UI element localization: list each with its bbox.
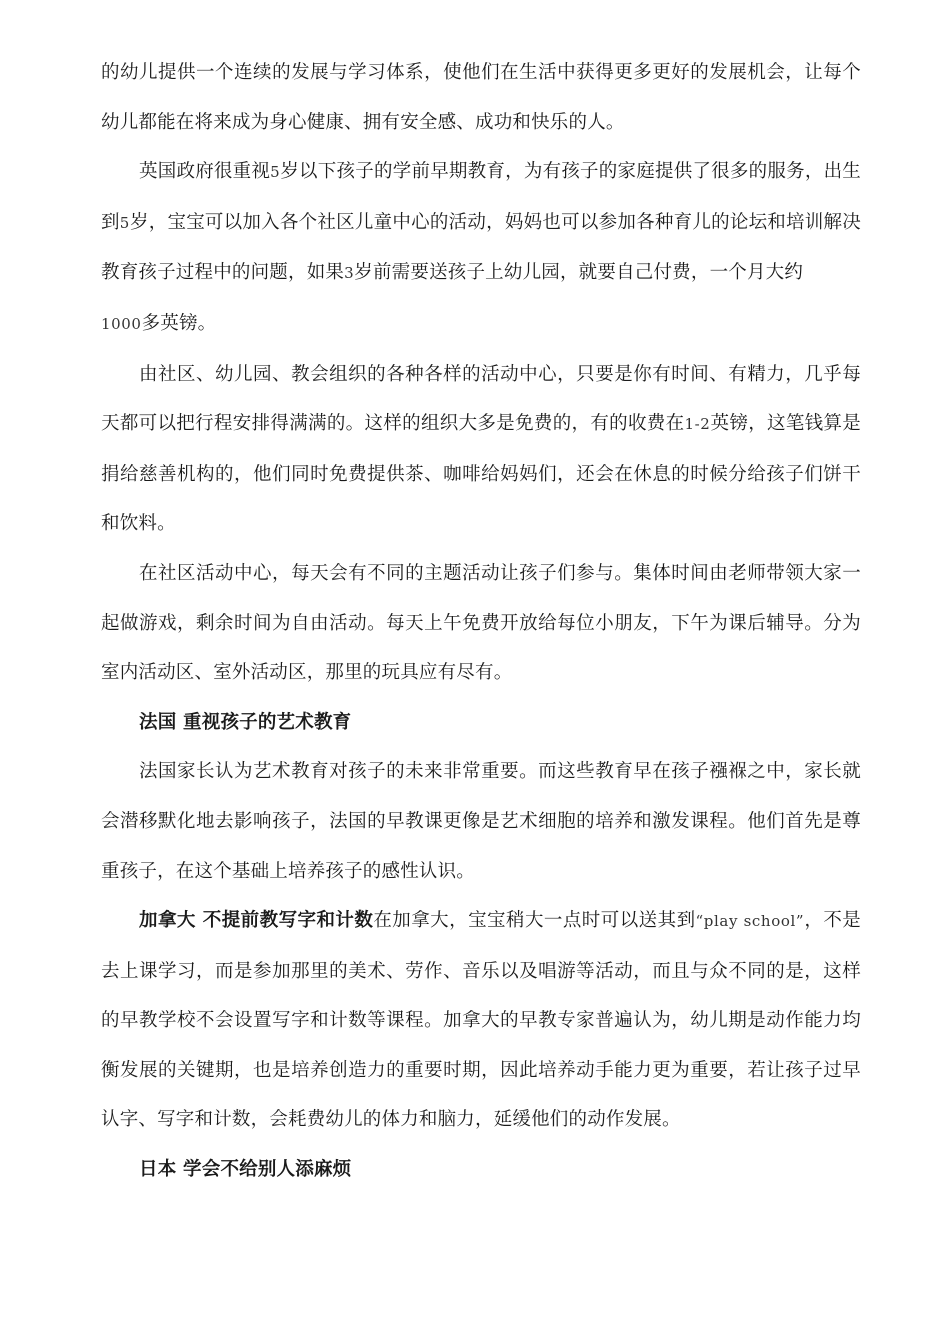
paragraph-text: 在社区活动中心，每天会有不同的主题活动让孩子们参与。集体时间由老师带领大家一起做游戏，剩余时间为自由活动。每天上午免费开放给每位小朋友，下午为课后辅导。分为室内活动区、室外活动区，那里的玩具应有尽有。 [101,562,861,684]
text-run: 由社区、幼儿园、教会组织的各种各样的活动中心，只要是你有时间、有精力，几乎每天都可以把行程安排得满满的。这样的组织大多是免费的，有的收费在 [101,363,861,435]
text-run: 英国政府很重视 [139,161,271,183]
latin-run: “play school” [695,912,805,931]
heading-text: 日本 学会不给别人添麻烦 [139,1159,352,1181]
paragraph-canada [101,896,861,1145]
paragraph-text: 法国家长认为艺术教育对孩子的未来非常重要。而这些教育早在孩子襁褓之中，家长就会潜移默化地去影响孩子，法国的早教课更像是艺术细胞的培养和激发课程。他们首先是尊重孩子，在这个基础上培养孩子的感性认识。 [101,761,861,882]
text-run: 在加拿大，宝宝稍大一点时可以送其到 [373,910,696,932]
heading-france [101,698,861,748]
number-run: 5 [270,163,281,182]
text-run: 岁前需要送孩子上幼儿园，就要自己付费，一个月大约 [354,262,804,284]
paragraph-activity-centers [101,350,861,549]
number-run: 1-2 [684,415,711,434]
text-run: 岁以下孩子的学前早期教育，为有孩子的家庭提供了很多的服务，出生到 [101,161,862,233]
paragraph-continuation [101,48,861,147]
document-page [101,48,861,1195]
paragraph-france [101,747,861,896]
heading-japan [101,1145,861,1195]
heading-text: 法国 重视孩子的艺术教育 [139,711,352,733]
paragraph-community-center [101,549,861,698]
heading-canada: 加拿大 不提前教写字和计数 [139,910,374,932]
number-run: 3 [344,264,355,283]
number-run: 1000 [101,314,142,333]
number-run: 5 [119,213,130,232]
text-run: 岁，宝宝可以加入各个社区儿童中心的活动，妈妈也可以参加各种育儿的论坛和培训解决教育孩子过程中的问题，如果 [101,211,861,284]
text-run: 多英镑。 [141,312,217,334]
text-run: ，不是去上课学习，而是参加那里的美术、劳作、音乐以及唱游等活动，而且与众不同的是，这样的早教学校不会设置写字和计数等课程。加拿大的早教专家普遍认为，幼儿期是动作能力均衡发展的关键期，也是培养创造力的重要时期，因此培养动手能力更为重要，若让孩子过早认字、写字和计数，会耗费幼儿的体力和脑力，延缓他们的动作发展。 [101,910,861,1131]
paragraph-uk-government [101,147,861,349]
paragraph-text: 的幼儿提供一个连续的发展与学习体系，使他们在生活中获得更多更好的发展机会，让每个幼儿都能在将来成为身心健康、拥有安全感、成功和快乐的人。 [101,62,861,133]
text-run: 英镑，这笔钱算是捐给慈善机构的，他们同时免费提供茶、咖啡给妈妈们，还会在休息的时候分给孩子们饼干和饮料。 [101,413,862,535]
